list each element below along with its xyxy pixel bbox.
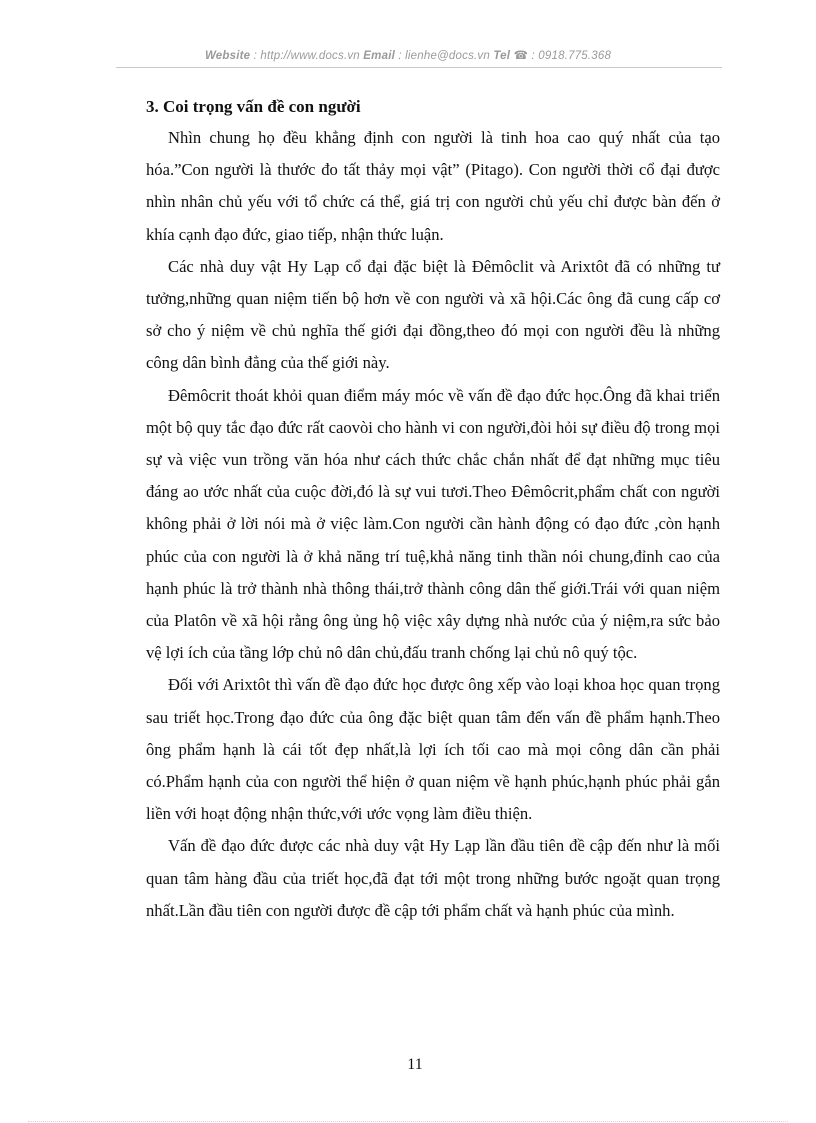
tel-value: : 0918.775.368 xyxy=(528,50,612,62)
email-label: Email xyxy=(363,50,395,62)
body-paragraph: Vấn đề đạo đức được các nhà duy vật Hy Lạp lần đầu tiên đề cập đến như là mối quan tâm hàng đầu của triết học,đã đạt tới một trong những bước ngoặt quan trọng nhất.Lần đầu tiên con người được đề cập tới phẩm chất và hạnh phúc của mình. xyxy=(146,836,720,920)
body-paragraph: Nhìn chung họ đều khẳng định con người là tinh hoa cao quý nhất của tạo hóa.”Con người là thước đo tất thảy mọi vật” (Pitago). Con người thời cổ đại được nhìn nhân chủ yếu với tổ chức cá thể, giá trị con người chủ yếu chỉ được bàn đến ở khía cạnh đạo đức, giao tiếp, nhận thức luận. xyxy=(146,128,720,244)
tel-label: Tel xyxy=(493,50,511,62)
body-paragraph: Đối với Arixtôt thì vấn đề đạo đức học được ông xếp vào loại khoa học quan trọng sau triết học.Trong đạo đức của ông đặc biệt quan tâm đến vấn đề phẩm hạnh.Theo ông phẩm hạnh là cái tốt đẹp nhất,là lợi ích tối cao mà mọi công dân cần phải có.Phẩm hạnh của con người thể hiện ở quan niệm về hạnh phúc,hạnh phúc phải gắn liền với hoạt động nhận thức,với ước vọng làm điều thiện. xyxy=(146,675,720,824)
footer-divider xyxy=(28,1121,788,1122)
telephone-icon: ☎ xyxy=(513,50,529,62)
page-number: 11 xyxy=(407,1056,423,1073)
website-value: : http://www.docs.vn xyxy=(250,50,364,62)
email-value: : lienhe@docs.vn xyxy=(394,50,494,62)
page-header xyxy=(0,48,816,62)
section-heading: 3. Coi trọng vấn đề con người xyxy=(146,97,361,116)
body-paragraph: Các nhà duy vật Hy Lạp cổ đại đặc biệt là Đêmôclit và Arixtôt đã có những tư tưởng,những quan niệm tiến bộ hơn về con người và xã hội.Các ông đã cung cấp cơ sở cho ý niệm về chủ nghĩa thế giới đại đồng,theo đó mọi con người đều là những công dân bình đẳng của thế giới này. xyxy=(146,256,720,373)
body-paragraph: Đêmôcrit thoát khỏi quan điểm máy móc về vấn đề đạo đức học.Ông đã khai triển một bộ quy tắc đạo đức rất caovòi cho hành vi con người,đòi hỏi sự điều độ trong mọi sự và việc vun trồng văn hóa như cách thức chắc chắn nhất để đạt những mục tiêu đáng ao ước nhất của cuộc đời,đó là sự vui tươi.Theo Đêmôcrit,phẩm chất con người không phải ở lời nói mà ở việc làm.Con người cần hành động có đạo đức ,còn hạnh phúc của con người là ở khả năng trí tuệ,khả năng tinh thần nói chung,đỉnh cao của hạnh phúc là trở thành nhà thông thái,trở thành công dân thế giới.Trái với quan niệm của Platôn về xã hội rằng ông ủng hộ việc xây dựng nhà nước của ý niệm,ra sức bảo vệ lợi ích của tầng lớp chủ nô dân chủ,đấu tranh chống lại chủ nô quý tộc. xyxy=(146,385,720,663)
website-label: Website xyxy=(204,50,251,62)
page-body xyxy=(146,92,720,927)
header-divider xyxy=(116,67,722,68)
